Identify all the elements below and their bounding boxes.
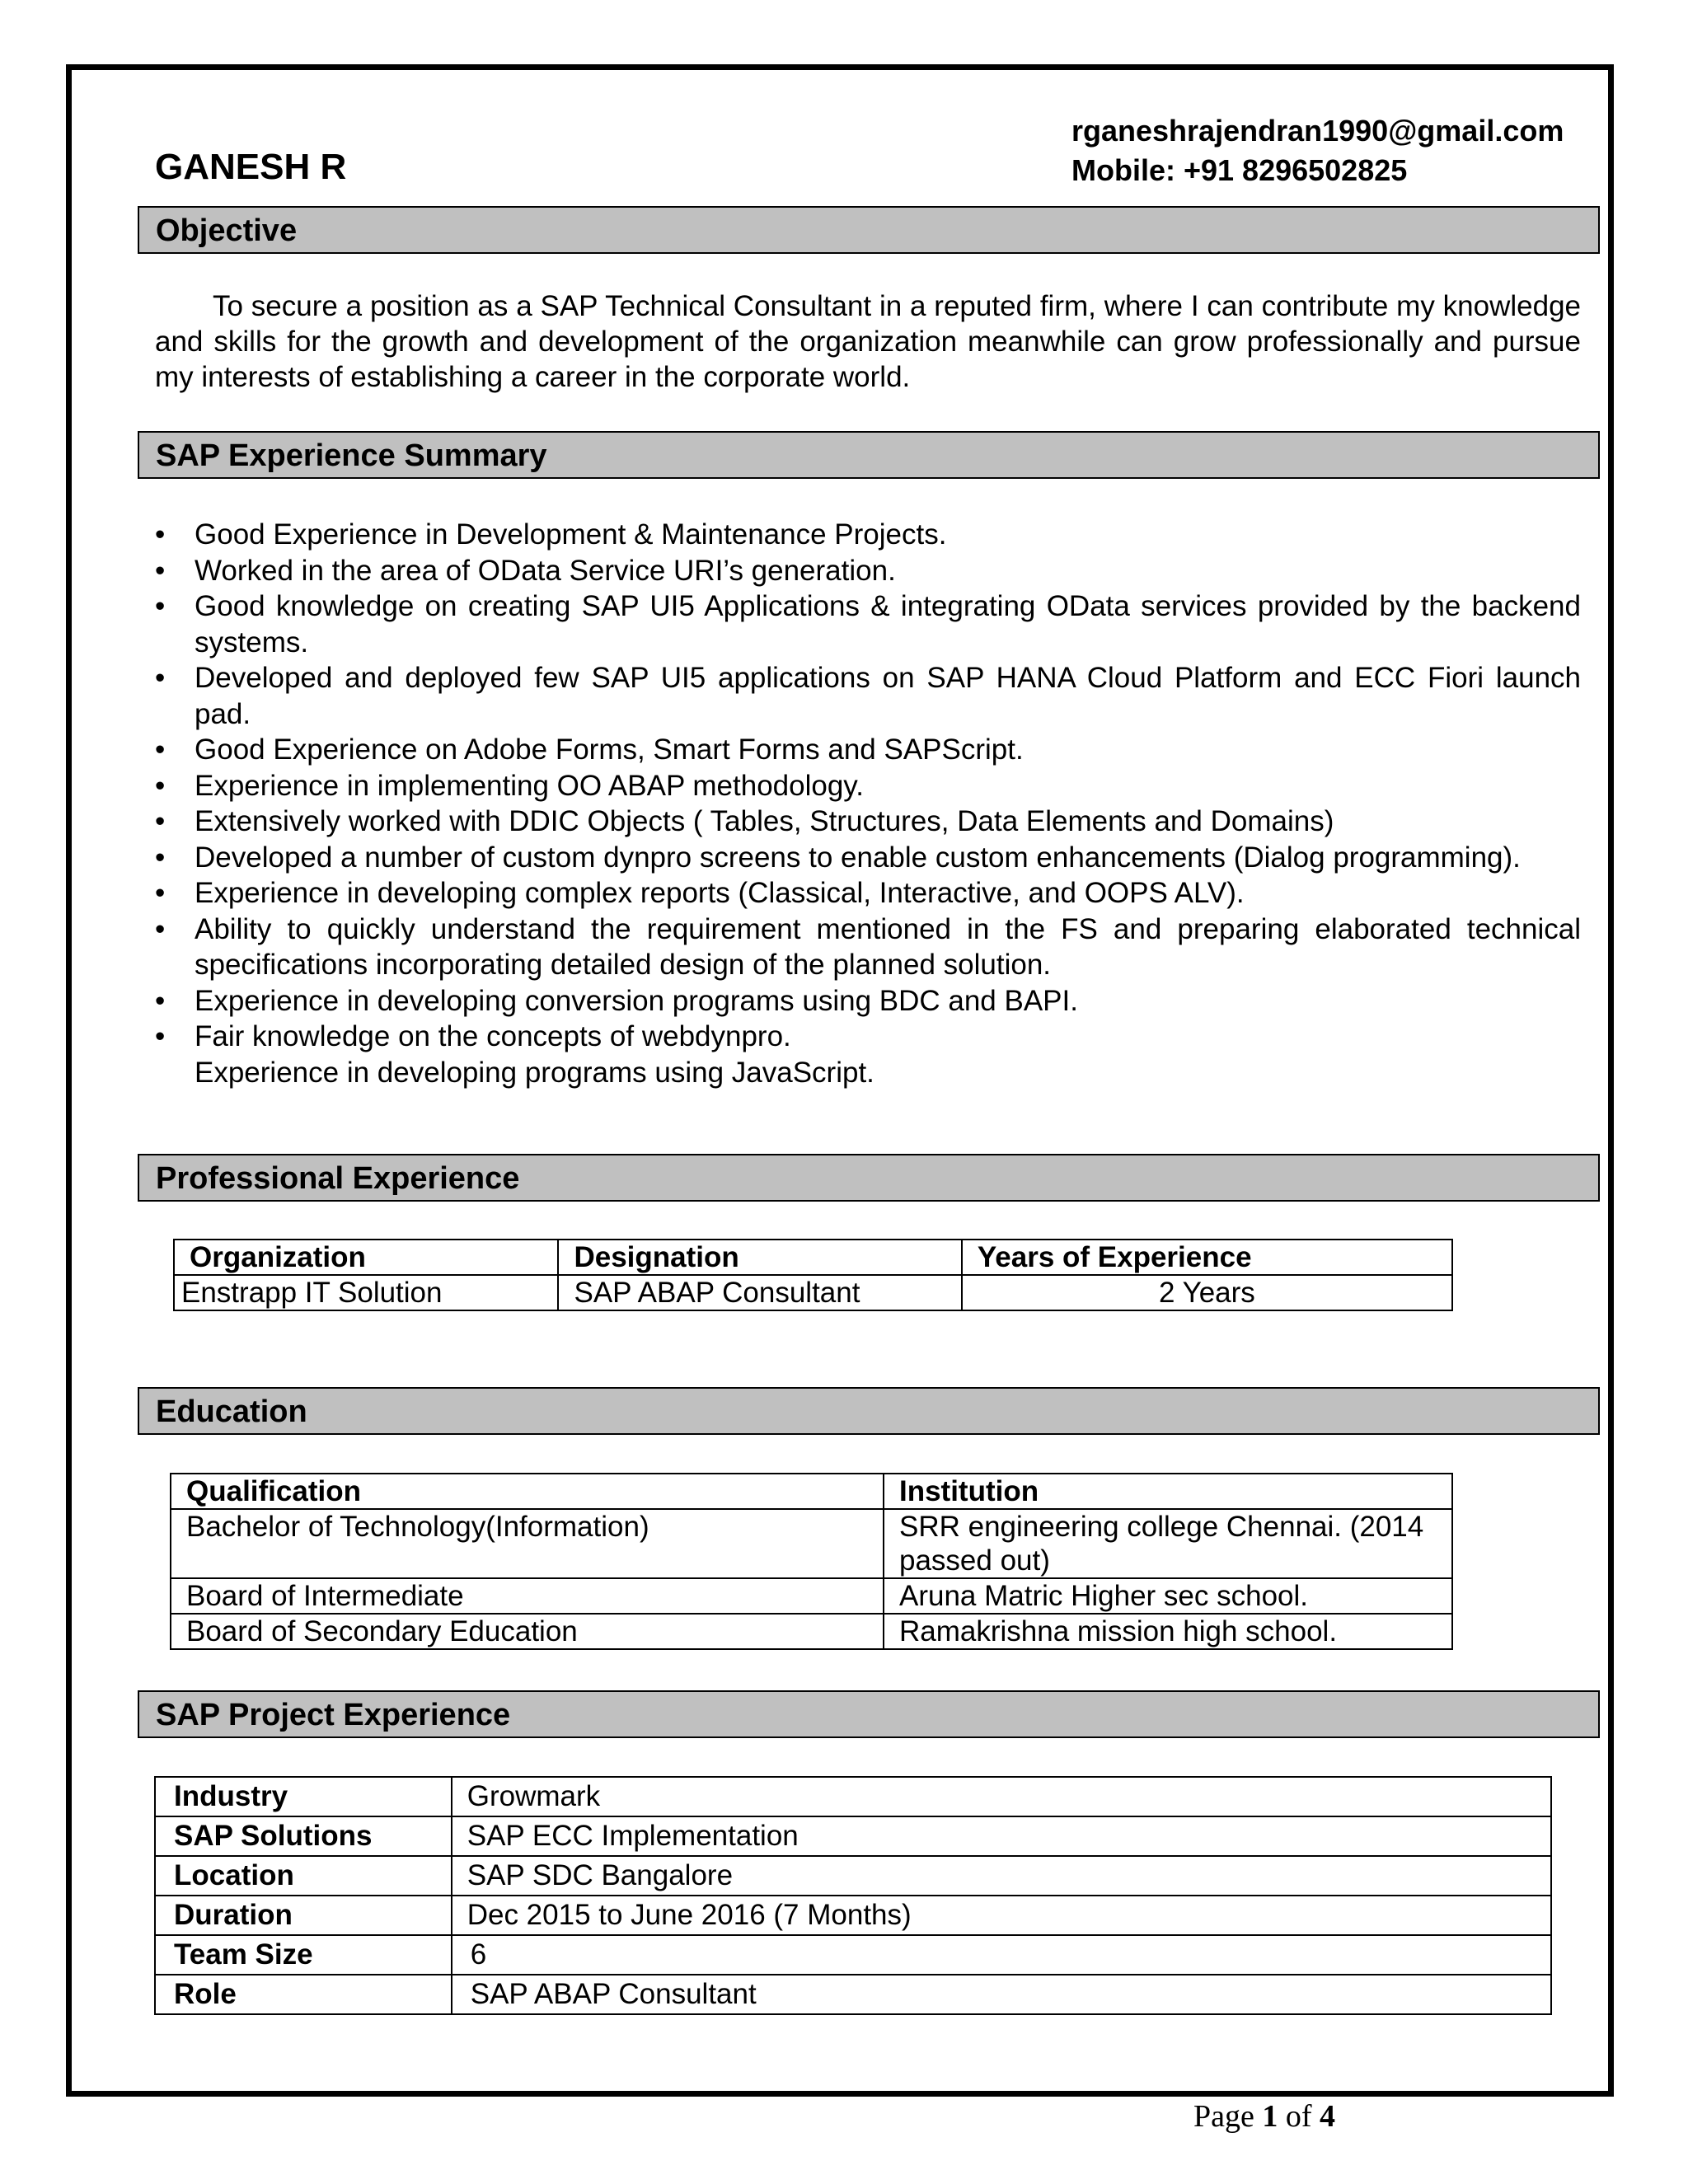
header-cell: Designation — [558, 1240, 961, 1275]
list-item: • Experience in implementing OO ABAP methodology. — [155, 769, 864, 802]
table-row — [174, 1275, 1452, 1310]
page-word: Page — [1193, 2099, 1254, 2134]
cell: Board of Intermediate — [171, 1578, 884, 1614]
cell: Board of Secondary Education — [171, 1614, 884, 1649]
candidate-name: GANESH R — [155, 147, 347, 187]
list-item: • Experience in developing complex reports (Classical, Interactive, and OOPS ALV). — [155, 877, 1245, 909]
table-row — [171, 1614, 1452, 1649]
value-cell: Dec 2015 to June 2016 (7 Months) — [452, 1896, 1551, 1935]
table-row — [155, 1777, 1551, 1816]
table-row — [155, 1896, 1551, 1935]
section-summary: SAP Experience Summary — [138, 431, 1600, 479]
value-cell: 6 — [452, 1935, 1551, 1975]
label-cell: Duration — [155, 1896, 452, 1935]
page-total: 4 — [1320, 2099, 1336, 2134]
section-objective: Objective — [138, 206, 1600, 254]
list-item: • Developed a number of custom dynpro screens to enable custom enhancements (Dialog programming). — [155, 841, 1521, 874]
mobile-text: Mobile: +91 8296502825 — [1071, 153, 1408, 187]
list-item: • Developed and deployed few SAP UI5 applications on SAP HANA Cloud Platform and ECC Fiori launch pad. — [155, 662, 1581, 730]
value-cell: SAP SDC Bangalore — [452, 1856, 1551, 1896]
label-cell: Role — [155, 1975, 452, 2014]
value-cell: SAP ECC Implementation — [452, 1816, 1551, 1856]
page-number — [1193, 2098, 1335, 2135]
cell: SRR engineering college Chennai. (2014 passed out) — [884, 1509, 1452, 1578]
education-table — [170, 1473, 1453, 1650]
project-table — [154, 1776, 1552, 2015]
table-header-row — [171, 1474, 1452, 1509]
label-cell: Industry — [155, 1777, 452, 1816]
header-cell: Years of Experience — [962, 1240, 1452, 1275]
table-row — [171, 1578, 1452, 1614]
experience-table — [173, 1239, 1453, 1311]
header-cell: Organization — [174, 1240, 558, 1275]
header-cell: Institution — [884, 1474, 1452, 1509]
list-item: • Good knowledge on creating SAP UI5 Applications & integrating OData services provided by the backend systems. — [155, 590, 1581, 658]
label-cell: SAP Solutions — [155, 1816, 452, 1856]
table-row — [155, 1975, 1551, 2014]
list-item: • Good Experience in Development & Maintenance Projects. — [155, 518, 947, 551]
list-item-continuation: Experience in developing programs using JavaScript. — [195, 1056, 874, 1089]
list-item: • Experience in developing conversion programs using BDC and BAPI. — [155, 984, 1078, 1017]
cell: Aruna Matric Higher sec school. — [884, 1578, 1452, 1614]
section-professional: Professional Experience — [138, 1154, 1600, 1202]
email-text: rganeshrajendran1990@gmail.com — [1071, 114, 1564, 148]
label-cell: Location — [155, 1856, 452, 1896]
cell: Ramakrishna mission high school. — [884, 1614, 1452, 1649]
header-cell: Qualification — [171, 1474, 884, 1509]
list-item: • Ability to quickly understand the requirement mentioned in the FS and preparing elaborated technical specifications incorporating detailed design of the planned solution. — [155, 912, 1581, 981]
list-item: • Good Experience on Adobe Forms, Smart Forms and SAPScript. — [155, 733, 1024, 766]
objective-text: To secure a position as a SAP Technical Consultant in a reputed firm, where I can contribute my knowledge and skills for the growth and development of the organization meanwhile can grow professionally and pursue my interests of establishing a career in the corporate world. — [155, 290, 1581, 393]
cell: Bachelor of Technology(Information) — [171, 1509, 884, 1578]
list-item: • Worked in the area of OData Service URI’s generation. — [155, 554, 896, 587]
section-education: Education — [138, 1387, 1600, 1435]
list-item: • Extensively worked with DDIC Objects ( Tables, Structures, Data Elements and Domains) — [155, 805, 1334, 837]
value-cell: Growmark — [452, 1777, 1551, 1816]
page-current: 1 — [1262, 2099, 1278, 2134]
section-project: SAP Project Experience — [138, 1690, 1600, 1738]
table-row — [155, 1856, 1551, 1896]
table-header-row — [174, 1240, 1452, 1275]
table-row — [155, 1935, 1551, 1975]
table-row — [171, 1509, 1452, 1578]
cell: 2 Years — [962, 1275, 1452, 1310]
summary-list — [155, 517, 1581, 1090]
table-row — [155, 1816, 1551, 1856]
cell: Enstrapp IT Solution — [174, 1275, 558, 1310]
list-item: • Fair knowledge on the concepts of webdynpro. — [155, 1020, 791, 1052]
cell: SAP ABAP Consultant — [558, 1275, 961, 1310]
label-cell: Team Size — [155, 1935, 452, 1975]
of-word: of — [1285, 2099, 1312, 2134]
value-cell: SAP ABAP Consultant — [452, 1975, 1551, 2014]
